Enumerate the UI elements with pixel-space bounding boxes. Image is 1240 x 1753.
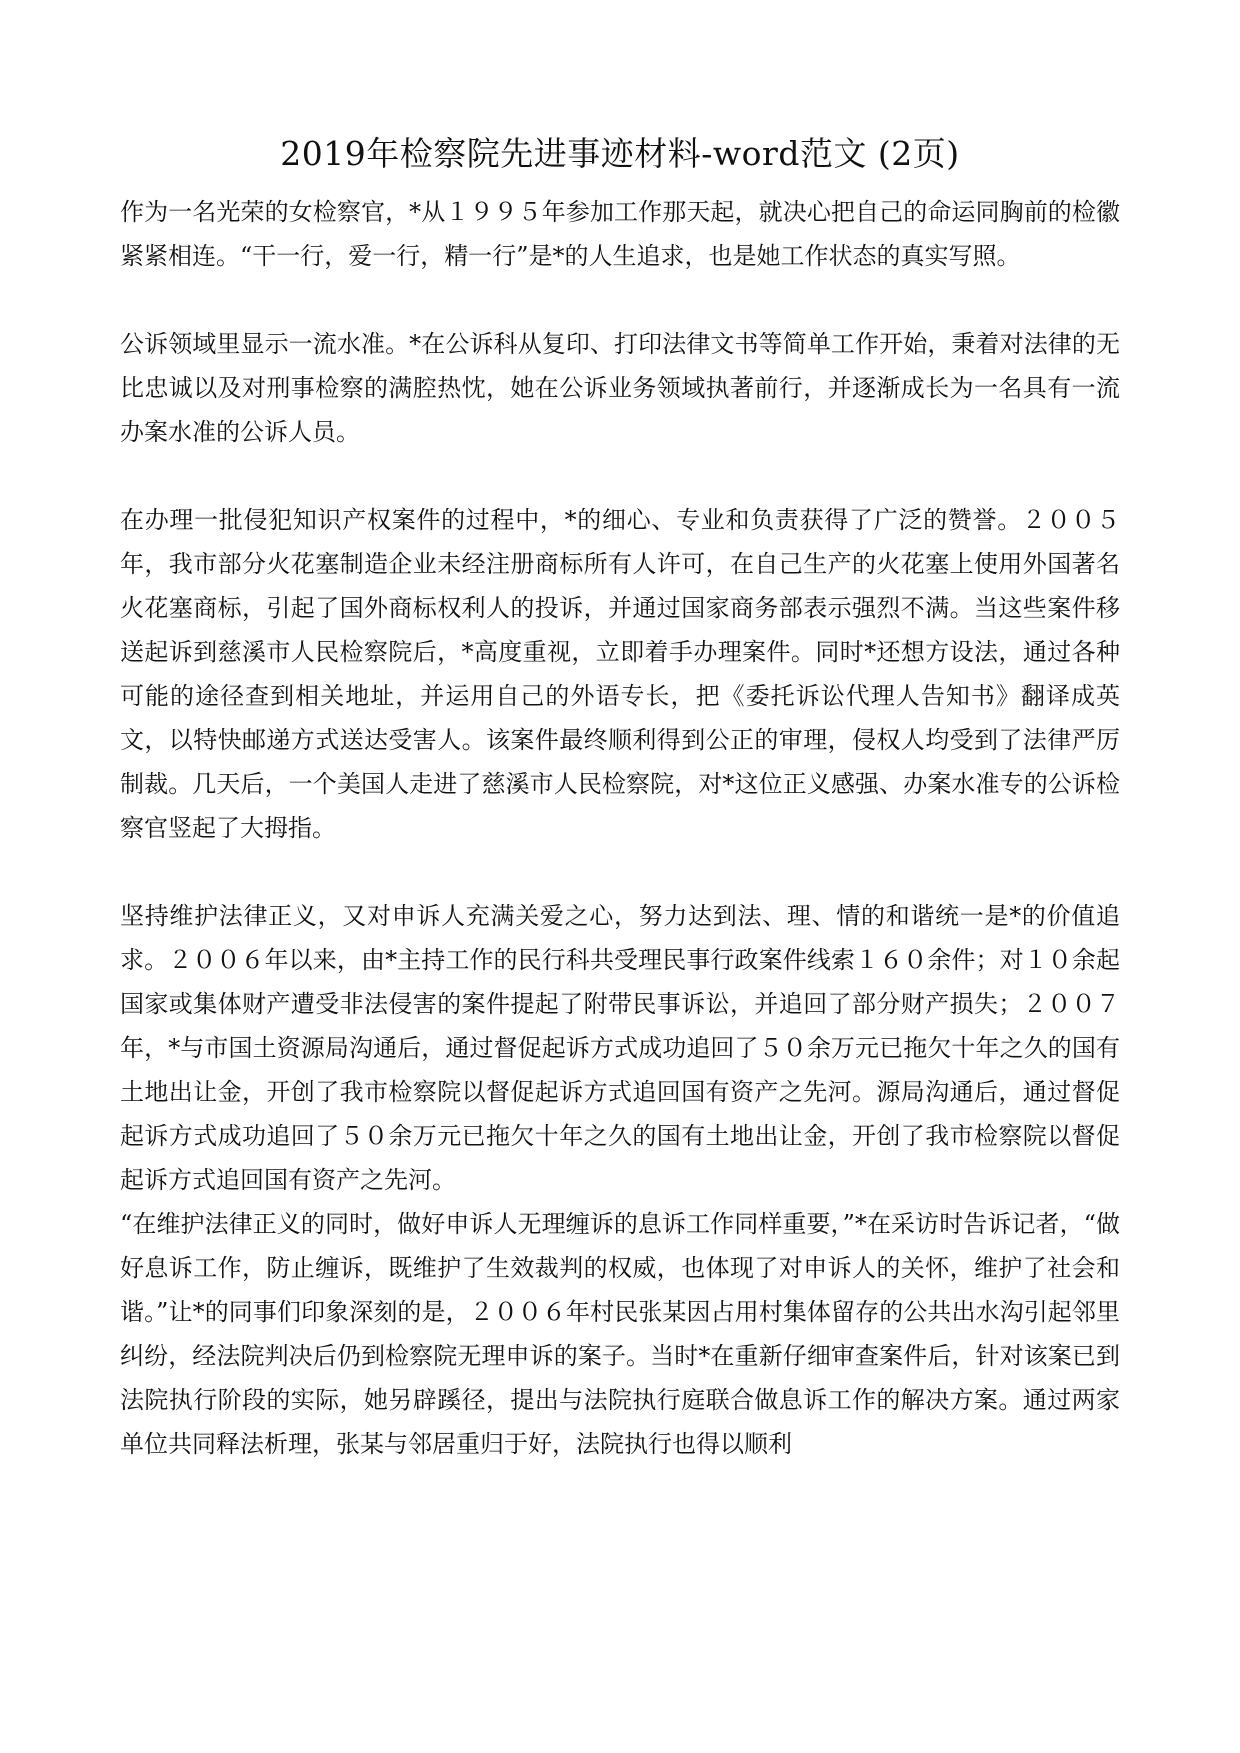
paragraph-1: 作为一名光荣的女检察官，*从１９９５年参加工作那天起，就决心把自己的命运同胸前的检徽紧紧相连。“干一行，爱一行，精一行”是*的人生追求，也是她工作状态的真实写照。 xyxy=(120,198,1120,270)
document-page xyxy=(120,132,1120,1466)
paragraph-2: 公诉领域里显示一流水准。*在公诉科从复印、打印法律文书等简单工作开始，秉着对法律的无比忠诚以及对刑事检察的满腔热忱，她在公诉业务领域执著前行，并逐渐成长为一名具有一流办案水准的公诉人员。 xyxy=(120,330,1120,446)
paragraph-3: 在办理一批侵犯知识产权案件的过程中，*的细心、专业和负责获得了广泛的赞誉。２００５年，我市部分火花塞制造企业未经注册商标所有人许可，在自己生产的火花塞上使用外国著名火花塞商标，引起了国外商标权利人的投诉，并通过国家商务部表示强烈不满。当这些案件移送起诉到慈溪市人民检察院后，*高度重视，立即着手办理案件。同时*还想方设法，通过各种可能的途径查到相关地址，并运用自己的外语专长，把《委托诉讼代理人告知书》翻译成英文，以特快邮递方式送达受害人。该案件最终顺利得到公正的审理，侵权人均受到了法律严厉制裁。几天后，一个美国人走进了慈溪市人民检察院，对*这位正义感强、办案水准专的公诉检察官竖起了大拇指。 xyxy=(120,506,1120,842)
paragraph-4: 坚持维护法律正义，又对申诉人充满关爱之心，努力达到法、理、情的和谐统一是*的价值追求。２００６年以来，由*主持工作的民行科共受理民事行政案件线索１６０余件；对１０余起国家或集体财产遭受非法侵害的案件提起了附带民事诉讼，并追回了部分财产损失；２００７年，*与市国土资源局沟通后，通过督促起诉方式成功追回了５０余万元已拖欠十年之久的国有土地出让金，开创了我市检察院以督促起诉方式追回国有资产之先河。源局沟通后，通过督促起诉方式成功追回了５０余万元已拖欠十年之久的国有土地出让金，开创了我市检察院以督促起诉方式追回国有资产之先河。 xyxy=(120,902,1120,1194)
paragraph-5: “在维护法律正义的同时，做好申诉人无理缠诉的息诉工作同样重要，”*在采访时告诉记者，“做好息诉工作，防止缠诉，既维护了生效裁判的权威，也体现了对申诉人的关怀，维护了社会和谐。”让*的同事们印象深刻的是，２００６年村民张某因占用村集体留存的公共出水沟引起邻里纠纷，经法院判决后仍到检察院无理申诉的案子。当时*在重新仔细审查案件后，针对该案已到法院执行阶段的实际，她另辟蹊径，提出与法院执行庭联合做息诉工作的解决方案。通过两家单位共同释法析理，张某与邻居重归于好，法院执行也得以顺利 xyxy=(120,1210,1120,1458)
document-title: 2019年检察院先进事迹材料-word范文 (2页) xyxy=(280,134,960,173)
